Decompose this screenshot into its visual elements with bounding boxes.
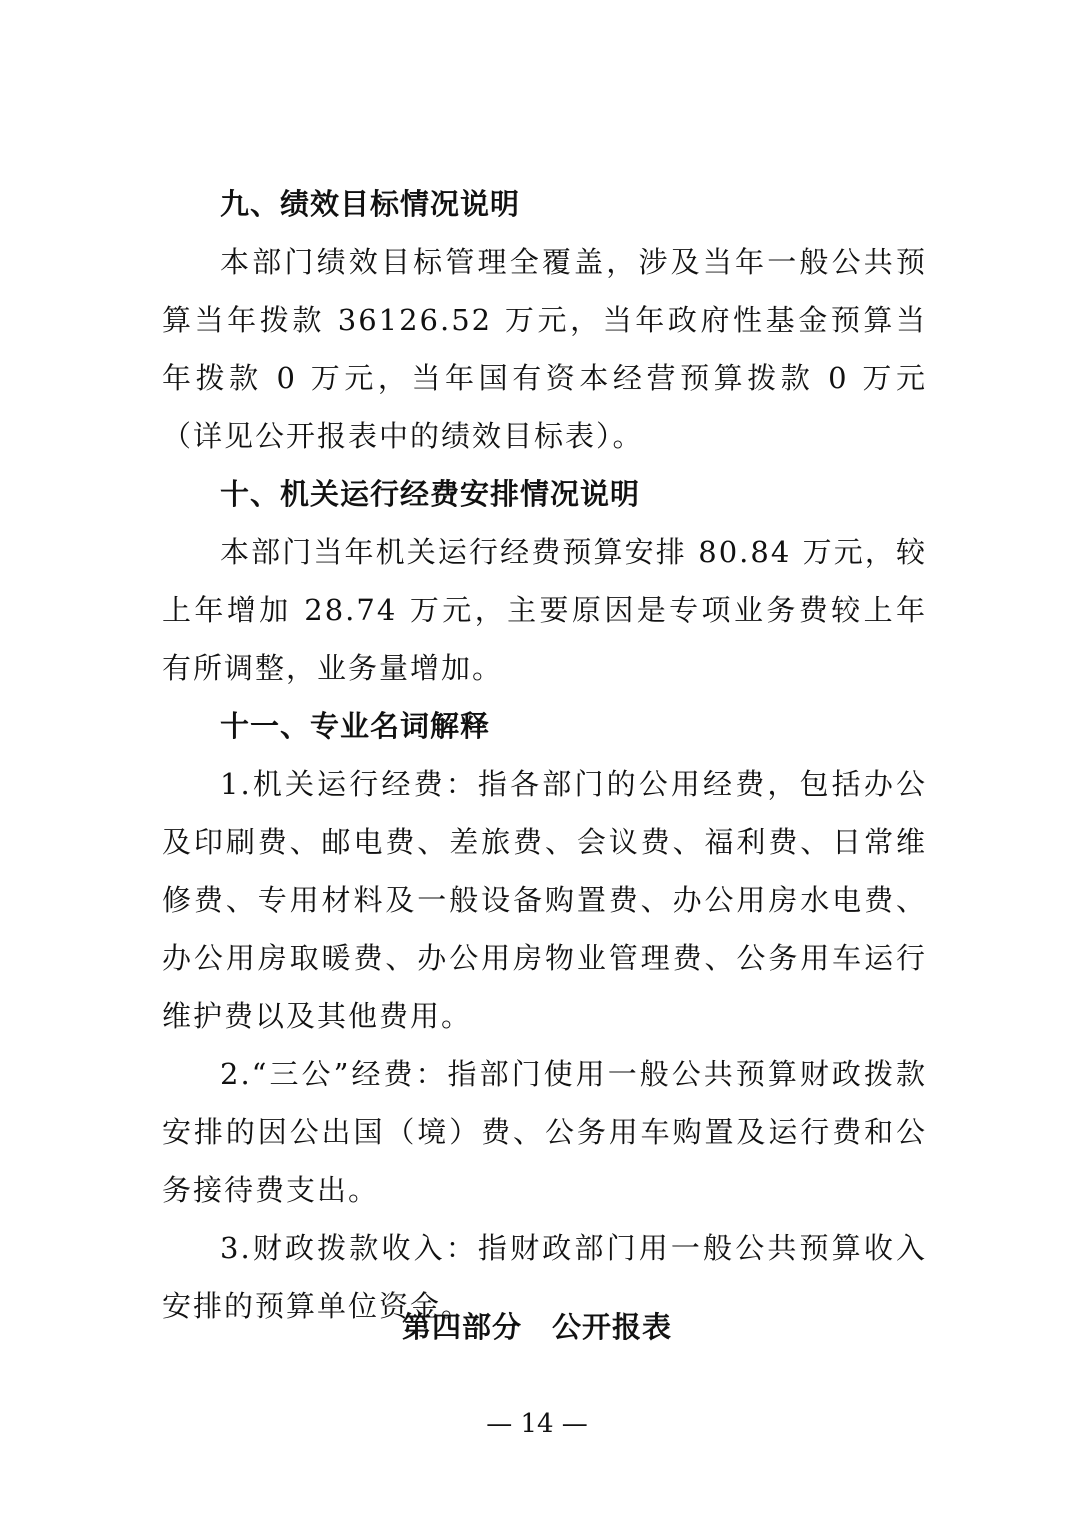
section-glossary	[162, 697, 927, 1335]
glossary-item: 1.机关运行经费：指各部门的公用经费，包括办公及印刷费、邮电费、差旅费、会议费、福利费、日常维修费、专用材料及一般设备购置费、办公用房水电费、办公用房取暖费、办公用房物业管理费、公务用车运行维护费以及其他费用。	[162, 767, 927, 1033]
section-paragraph: 本部门绩效目标管理全覆盖，涉及当年一般公共预算当年拨款 36126.52 万元，当年政府性基金预算当年拨款 0 万元，当年国有资本经营预算拨款 0 万元（详见公开报表中的绩效目标表）。	[162, 245, 927, 453]
section-paragraph: 本部门当年机关运行经费预算安排 80.84 万元，较上年增加 28.74 万元，主要原因是专项业务费较上年有所调整，业务量增加。	[162, 535, 927, 685]
document-body	[162, 175, 927, 1335]
section-performance-goals	[162, 175, 927, 465]
glossary-item: 2.“三公”经费：指部门使用一般公共预算财政拨款安排的因公出国（境）费、公务用车购置及运行费和公务接待费支出。	[162, 1057, 927, 1207]
section-heading: 十、机关运行经费安排情况说明	[220, 477, 641, 511]
section-heading: 十一、专业名词解释	[220, 709, 491, 743]
section-operating-expenses	[162, 465, 927, 697]
glossary-item: 3.财政拨款收入：指财政部门用一般公共预算收入安排的预算单位资金。	[162, 1231, 927, 1323]
section-heading: 九、绩效目标情况说明	[220, 187, 521, 221]
page-number: — 14 —	[486, 1409, 588, 1439]
part-title: 第四部分 公开报表	[401, 1310, 672, 1344]
